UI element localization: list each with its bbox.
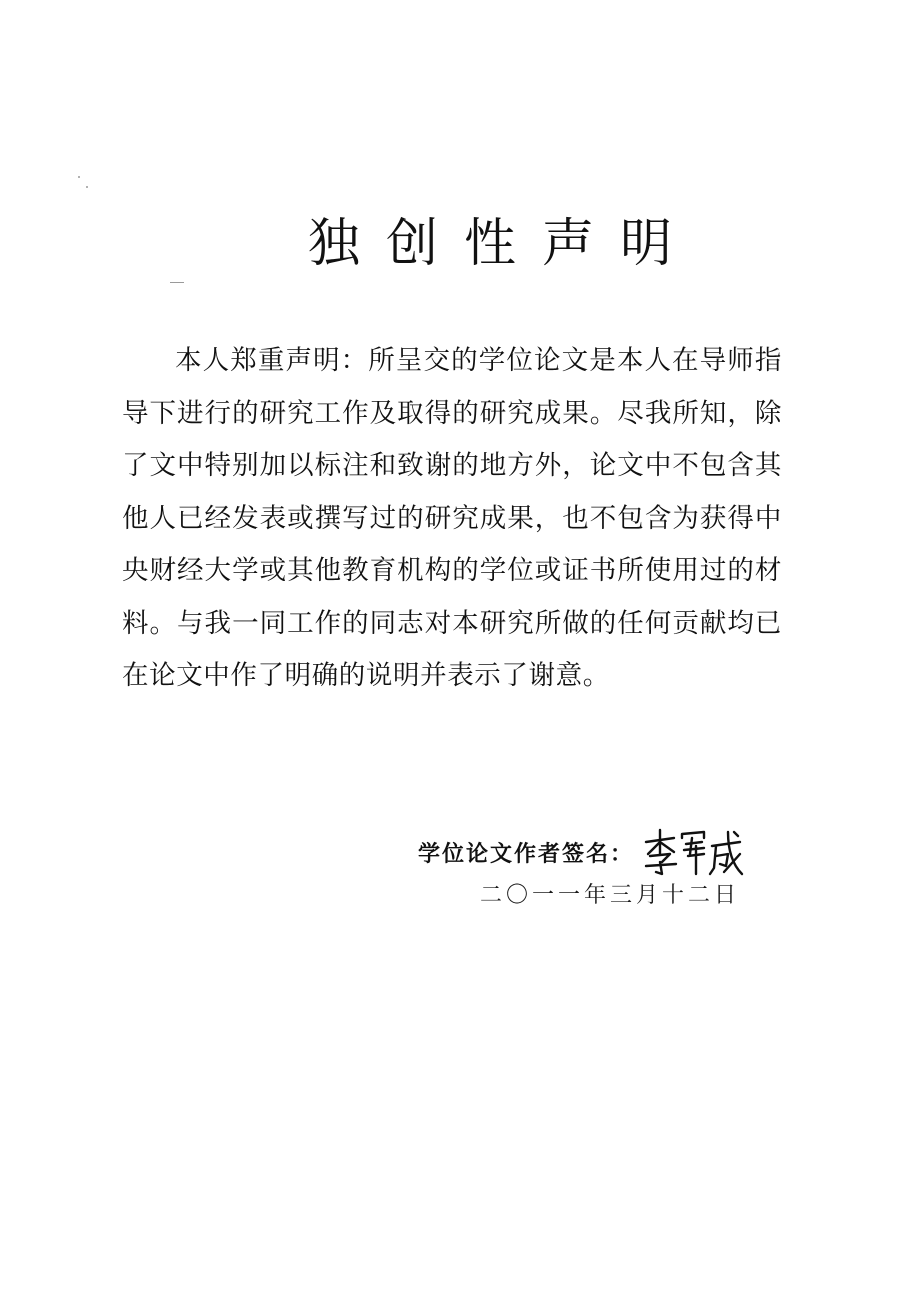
declaration-body: 本人郑重声明：所呈交的学位论文是本人在导师指导下进行的研究工作及取得的研究成果。尽我所知，除了文中特别加以标注和致谢的地方外，论文中不包含其他人已经发表或撰写过的研究成果，也不包含为获得中央财经大学或其他教育机构的学位或证书所使用过的材料。与我一同工作的同志对本研究所做的任何贡献均已在论文中作了明确的说明并表示了谢意。 [122,345,782,691]
scan-speck [170,282,184,283]
author-handwritten-signature [640,824,744,880]
signature-row [418,822,838,882]
signature-label: 学位论文作者签名： [418,841,635,867]
scan-speck [78,176,80,178]
scan-speck [86,186,88,188]
signature-date: 二〇一一年三月十二日 [480,883,741,908]
declaration-title: 独创性声明 [307,214,698,274]
